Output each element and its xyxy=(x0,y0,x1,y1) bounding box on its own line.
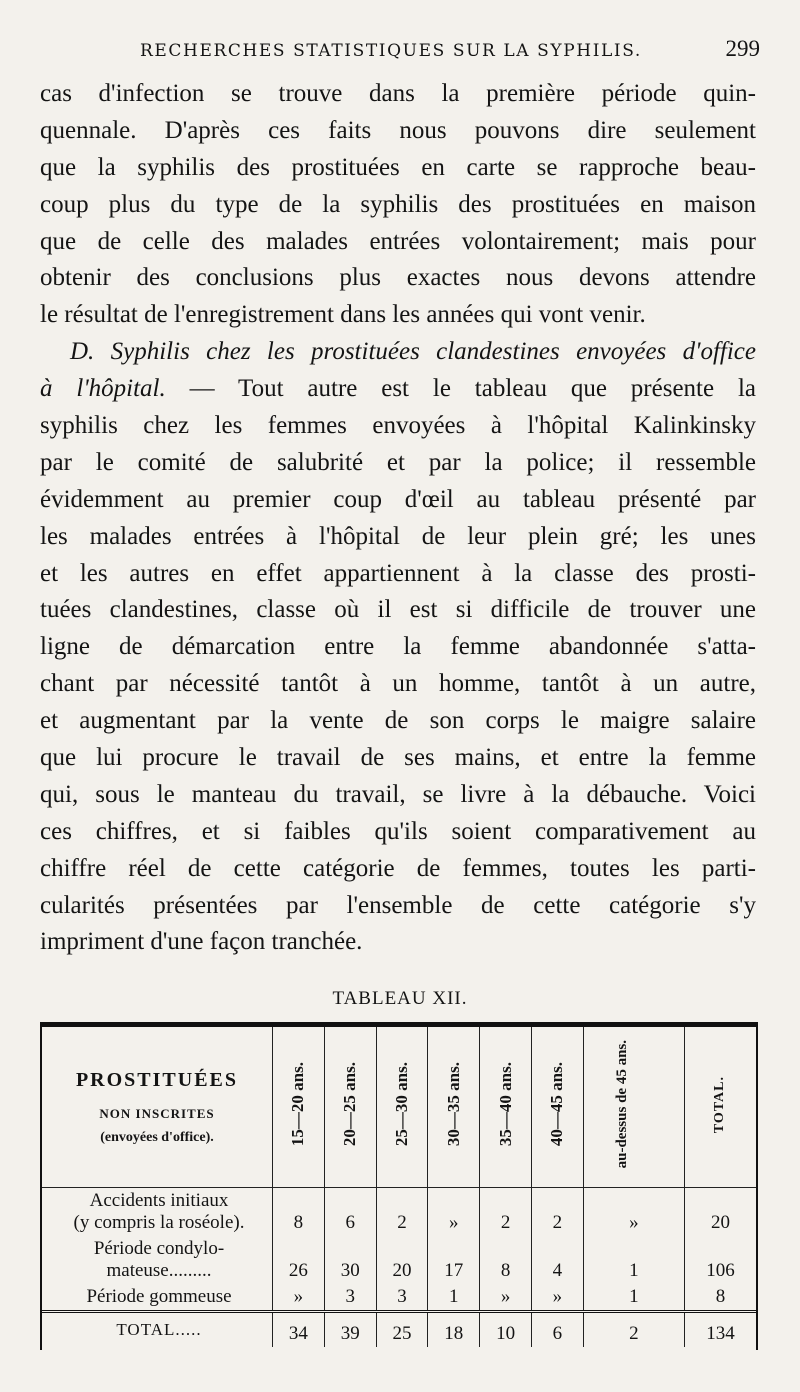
text-line: que lui procure le travail de ses mains, et entre la femme xyxy=(40,744,756,772)
table-title: TABLEAU XII. xyxy=(332,988,468,1009)
table-cell-sum: 10 xyxy=(480,1312,532,1348)
table-cell: 1 xyxy=(583,1236,684,1284)
row-label-line: Accidents initiaux xyxy=(89,1190,229,1211)
table-cell: 8 xyxy=(273,1188,325,1237)
column-header-label: TOTAL. xyxy=(712,1075,728,1134)
table-cell: 17 xyxy=(428,1236,480,1284)
table-stub-header xyxy=(42,1027,273,1188)
column-header xyxy=(480,1027,532,1188)
text-line: ligne de démarcation entre la femme abandonnée s'atta- xyxy=(40,633,756,661)
running-head: RECHERCHES STATISTIQUES SUR LA SYPHILIS. xyxy=(140,41,642,61)
text-line: ces chiffres, et si faibles qu'ils soient comparativement au xyxy=(40,817,756,845)
column-header-total xyxy=(684,1027,756,1188)
text-line: coup plus du type de la syphilis des prostituées en maison xyxy=(40,190,756,218)
table-cell: 1 xyxy=(583,1284,684,1312)
table-cell: 3 xyxy=(324,1284,376,1312)
row-label xyxy=(42,1236,273,1284)
table-cell: 4 xyxy=(531,1236,583,1284)
table-cell: » xyxy=(428,1188,480,1237)
table-cell: » xyxy=(480,1284,532,1312)
text-line: évidemment au premier coup d'œil au tableau présenté par xyxy=(40,485,756,513)
text-line: syphilis chez les femmes envoyées à l'hôpital Kalinkinsky xyxy=(40,412,756,440)
table-row xyxy=(42,1284,756,1312)
table-cell-sum: 39 xyxy=(324,1312,376,1348)
text-line: et augmentant par la vente de son corps le maigre salaire xyxy=(40,707,756,735)
table-cell-sum: 18 xyxy=(428,1312,480,1348)
row-label xyxy=(42,1188,273,1237)
text-line: chiffre réel de cette catégorie de femmes, toutes les parti- xyxy=(40,854,756,882)
table-cell: 20 xyxy=(376,1236,428,1284)
table-cell-sum: 6 xyxy=(531,1312,583,1348)
table-total-row xyxy=(42,1312,756,1348)
column-header xyxy=(428,1027,480,1188)
text-line: qui, sous le manteau du travail, se livre à la débauche. Voici xyxy=(40,780,756,808)
stub-subtitle: NON INSCRITES xyxy=(99,1105,215,1121)
table-cell: 1 xyxy=(428,1284,480,1312)
column-header-label: 15—20 ans. xyxy=(288,1062,308,1147)
table-cell: » xyxy=(273,1284,325,1312)
text-line: par le comité de salubrité et par la police; il ressemble xyxy=(40,448,756,476)
table-cell: 3 xyxy=(376,1284,428,1312)
table-cell-total: 8 xyxy=(684,1284,756,1312)
text-line: et les autres en effet appartiennent à la classe des prosti- xyxy=(40,559,756,587)
row-label-line: Période gommeuse xyxy=(86,1286,232,1307)
table-cell-total: 106 xyxy=(684,1236,756,1284)
column-header-label: 25—30 ans. xyxy=(391,1062,411,1147)
statistics-table xyxy=(40,1022,758,1350)
text-line: obtenir des conclusions plus exactes nous devons attendre xyxy=(40,264,756,292)
column-header xyxy=(324,1027,376,1188)
table-cell-sum: 25 xyxy=(376,1312,428,1348)
section-heading-italic: à l'hôpital. xyxy=(40,375,166,403)
table-row xyxy=(42,1188,756,1237)
table-cell: 2 xyxy=(480,1188,532,1237)
row-label xyxy=(42,1284,273,1312)
column-header xyxy=(376,1027,428,1188)
table-cell-total: 20 xyxy=(684,1188,756,1237)
stub-title: PROSTITUÉES xyxy=(75,1068,239,1091)
page-number: 299 xyxy=(725,36,760,61)
table-cell: » xyxy=(531,1284,583,1312)
section-heading-cont xyxy=(40,371,756,408)
text-line: quennale. D'après ces faits nous pouvons dire seulement xyxy=(40,116,756,144)
table-row xyxy=(42,1236,756,1284)
column-header xyxy=(273,1027,325,1188)
section-heading-rest: — Tout autre est le tableau que présente la xyxy=(165,375,757,403)
column-header-label: 20—25 ans. xyxy=(340,1062,360,1147)
stub-note: (envoyées d'office). xyxy=(100,1129,214,1145)
text-line: chant par nécessité tantôt à un homme, tantôt à un autre, xyxy=(40,670,756,698)
total-row-label: TOTAL..... xyxy=(42,1312,273,1348)
row-label-line: Période condylo- xyxy=(93,1238,225,1259)
body-text xyxy=(40,76,756,961)
section-heading: D. Syphilis chez les prostituées clandestines envoyées d'office xyxy=(70,338,756,366)
table-cell-grand-total: 134 xyxy=(684,1312,756,1348)
column-header-label: 40—45 ans. xyxy=(547,1062,567,1147)
page-header xyxy=(140,36,760,72)
text-line: tuées clandestines, classe où il est si difficile de trouver une xyxy=(40,596,756,624)
column-header-label: au-dessus de 45 ans. xyxy=(613,1040,630,1169)
column-header xyxy=(583,1027,684,1188)
table-cell: 8 xyxy=(480,1236,532,1284)
table-cell: 2 xyxy=(531,1188,583,1237)
column-header xyxy=(531,1027,583,1188)
table-cell: 6 xyxy=(324,1188,376,1237)
text-line: cas d'infection se trouve dans la première période quin- xyxy=(40,80,756,107)
table-cell: 2 xyxy=(376,1188,428,1237)
table-cell-sum: 34 xyxy=(273,1312,325,1348)
text-line: les malades entrées à l'hôpital de leur plein gré; les unes xyxy=(40,522,756,550)
table-cell-sum: 2 xyxy=(583,1312,684,1348)
text-line: le résultat de l'enregistrement dans les années qui vont venir. xyxy=(40,301,646,329)
table-cell: » xyxy=(583,1188,684,1237)
row-label-line: mateuse......... xyxy=(106,1260,212,1281)
text-line: que de celle des malades entrées volontairement; mais pour xyxy=(40,227,756,255)
table-header-row xyxy=(42,1027,756,1188)
column-header-label: 35—40 ans. xyxy=(495,1062,515,1147)
table-cell: 26 xyxy=(273,1236,325,1284)
text-line: que la syphilis des prostituées en carte se rapproche beau- xyxy=(40,153,756,181)
table-cell: 30 xyxy=(324,1236,376,1284)
column-header-label: 30—35 ans. xyxy=(443,1062,463,1147)
row-label-line: (y compris la roséole). xyxy=(73,1212,245,1233)
text-line: cularités présentées par l'ensemble de cette catégorie s'y xyxy=(40,891,756,919)
text-line: impriment d'une façon tranchée. xyxy=(40,928,363,956)
